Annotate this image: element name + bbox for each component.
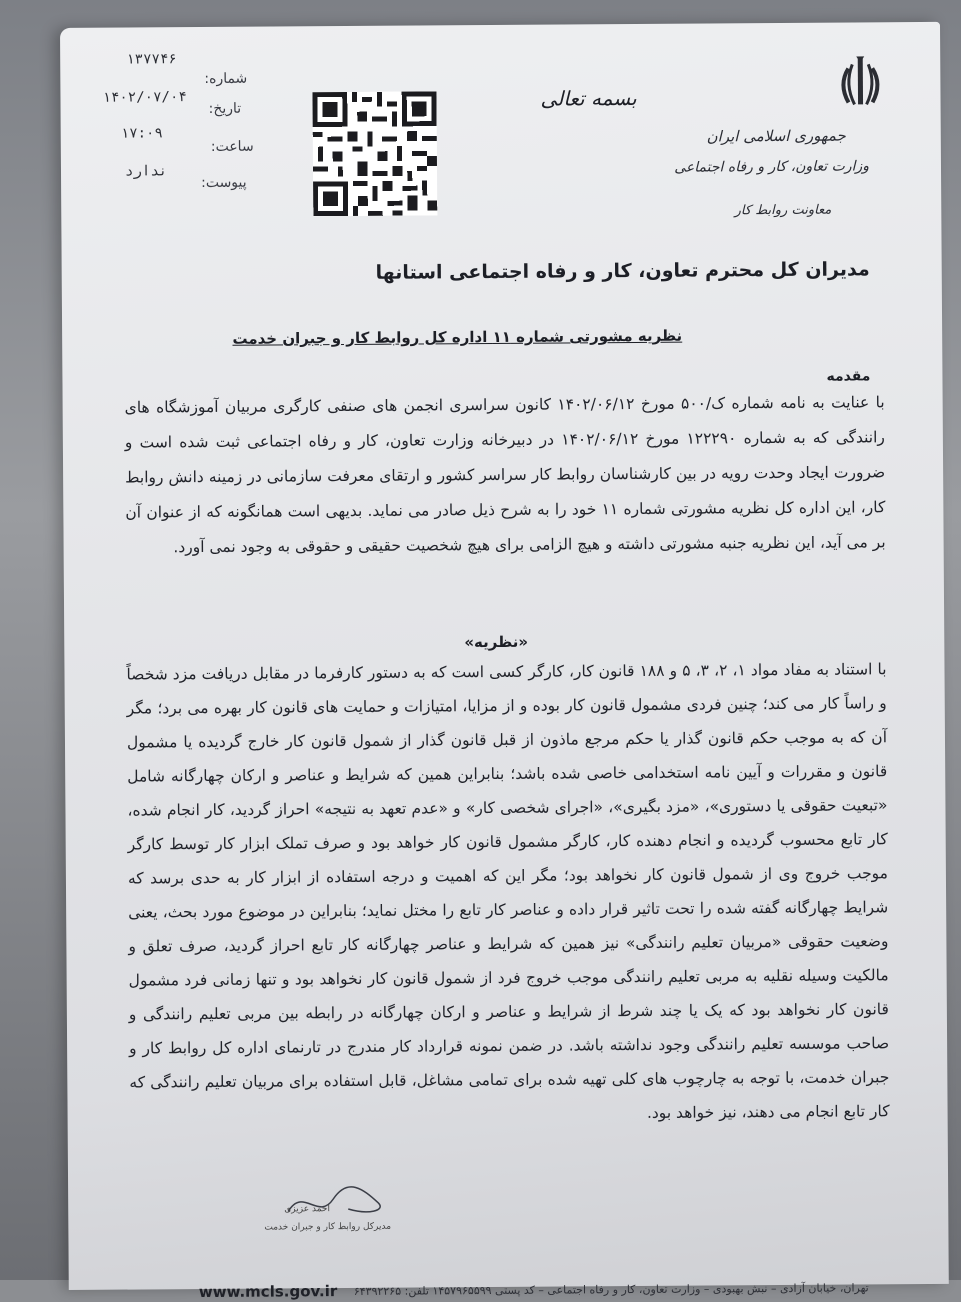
- signatory-name: احمد عزیزی: [284, 1204, 330, 1215]
- intro-heading: مقدمه: [826, 368, 871, 385]
- ministry-name: وزارت تعاون، کار و رفاه اجتماعی: [674, 158, 870, 176]
- invocation: بسمه تعالی: [540, 85, 637, 111]
- iran-emblem-icon: [830, 54, 890, 114]
- time-value: ۱۷:۰۹: [120, 125, 163, 142]
- opinion-paragraph: با استناد به مفاد مواد ۱، ۲، ۳، ۵ و ۱۸۸ قانون کار، کارگر کسی است که به دستور کارفرما در مقابل دریافت مزد شخصاً و راساً کار می کند؛ چنین فردی مشمول قانون کار بوده و از مزایا، امتیازات و حمایت های قانون کار بهره می برد؛ مگر آن که به موجب حکم قانون گذار یا حکم مرجع ماذون از قبل قانون گذار از شمول قانون کار خارج گردیده یا مشمول قانون و مقررات و آیین نامه استخدامی خاصی شده باشد؛ بنابراین همین که شرایط و عناصر و ارکان چهارگانه شامل «تبعیت حقوقی یا دستوری»، «مزد بگیری»، «اجرای شخصی کار» و «عدم تعهد به نتیجه» احراز گردید، کار انجام شده، کار تابع محسوب گردیده و انجام دهنده کار، کارگر مشمول قانون کار خواهد بود و صرف تملک ابزار کار توسط کارگر موجب خروج وی از شمول قانون کار نخواهد بود؛ مگر این که اهمیت و درجه استفاده از ابزار کار به حدی برسد که شرایط چهارگانه گفته شده را تحت تاثیر قرار داده و عناصر کار تابع را مختل نماید؛ بنابراین در موضوع مورد بحث، یعنی وضعیت حقوقی «مربیان تعلیم رانندگی» نیز همین که شرایط و عناصر چهارگانه کار تابع احراز گردید، صرف تعلق و مالکیت وسیله نقلیه به مربی تعلیم رانندگی موجب خروج فرد از شمول قانون کار نخواهد بود و تنها زمانی فرد مشمول قانون کار نخواهد بود که یک یا چند شرط از شرایط و عناصر و ارکان چهارگانه در رابطه بین مربی تعلیم رانندگی و صاحب موسسه تعلیم رانندگی وجود نداشته باشد. در ضمن نمونه قرارداد کار مندرج در تارنمای اداره کل روابط کار و جبران خدمت، با توجه به چارچوب های کلی تهیه شده برای تمامی مشاغل، قابل استفاده برای مربیان تعلیم رانندگی که کار تابع انجام می دهند، نیز خواهد بود.: [126, 660, 890, 1122]
- letter-sheet: [60, 22, 949, 1302]
- signatory-title: مدیرکل روابط کار و جبران خدمت: [264, 1221, 392, 1233]
- attachment-value: ندارد: [124, 163, 168, 180]
- deputy-name: معاونت روابط کار: [734, 202, 832, 219]
- number-label: شماره:: [204, 70, 248, 87]
- qr-code: [312, 91, 437, 216]
- website-link[interactable]: www.mcls.gov.ir: [198, 1282, 338, 1302]
- subject-line: نظریه مشورتی شماره ۱۱ اداره کل روابط کار و جبران خدمت: [232, 326, 683, 348]
- country-name: جمهوری اسلامی ایران: [706, 126, 846, 146]
- attachment-label: پیوست:: [201, 174, 247, 192]
- addressee: مدیران کل محترم تعاون، کار و رفاه اجتماعی استانها: [375, 258, 870, 284]
- footer-address: تهران، خیابان آزادی – نبش بهبودی – وزارت تعاون، کار و رفاه اجتماعی – کد پستی ۱۴۵۷۹۶۵۵۹۹ تلفن: ۶۴۳۹۲۲۶۵: [353, 1281, 869, 1298]
- number-value: ۱۳۷۷۴۶: [126, 51, 177, 68]
- opinion-heading: «نظریه»: [464, 632, 529, 652]
- date-label: تاریخ:: [208, 100, 242, 117]
- intro-paragraph: با عنایت به نامه شماره ک/۵۰۰ مورخ ۱۴۰۲/۰۶/۱۲ کانون سراسری انجمن های صنفی کارگری مربیان آموزشگاه های رانندگی که به شماره ۱۲۲۲۹۰ مورخ ۱۴۰۲/۰۶/۱۲ در دبیرخانه وزارت تعاون، کار و رفاه اجتماعی ثبت شده است و ضرورت ایجاد وحدت رویه در بین کارشناسان روابط کار سراسر کشور و ارتقای معرفت سازمانی در زمینه دانش روابط کار، این اداره کل نظریه مشورتی شماره ۱۱ خود را به شرح ذیل صادر می نماید. بدیهی است همانگونه که از عنوان آن بر می آید، این نظریه جنبه مشورتی داشته و هیچ الزامی برای هیچ شخصیت حقیقی و حقوقی به وجود نمی آورد.: [124, 393, 886, 557]
- time-label: ساعت:: [210, 138, 254, 155]
- date-value: ۱۴۰۲/۰۷/۰۴: [102, 89, 187, 106]
